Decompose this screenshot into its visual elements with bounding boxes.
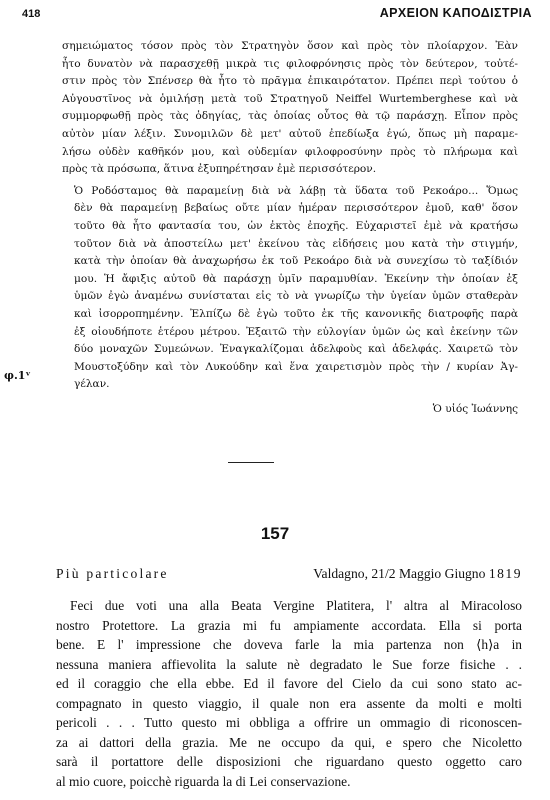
text-line: sarà il portattore delle disposizioni che riguardano questo oggetto caro	[56, 754, 522, 769]
document-number: 157	[260, 524, 290, 543]
folio-marker: φ.1ᵛ	[4, 369, 31, 382]
text-line: bene. E l' impressione che doveva farle la mia partenza non ⟨h⟩a in	[56, 637, 522, 652]
text-line: συμμορφωθῇ πρὸς τὰς ὁδηγίας, τὰς ὁποίας οὗτος θὰ τῷ παράσχῃ. Εἶπον πρὸς	[62, 110, 518, 123]
text-line: ἐξ οἱουδήποτε ἑτέρου μέτρου. Ἐξαιτῶ τὴν εὐλογίαν ὑμῶν ὡς καὶ ἐκείνην τῶν	[74, 325, 518, 338]
text-line: δύο μοναχῶν Συμεώνων. Ἐναγκαλίζομαι ἀδελφοὺς καὶ ἀδελφάς. Χαιρετῶ τὸν	[74, 343, 518, 356]
text-line: nostro Protettore. La grazia mi fu ampiamente accordata. Ella si porta	[56, 617, 522, 633]
italian-letter-body	[56, 596, 522, 791]
text-line: Feci due voti una alla Beata Vergine Platitera, l' altra al Miracoloso	[70, 598, 522, 613]
text-line: τοῦτον διὰ νὰ ἀποστείλω μετ' ἐκείνου τὰς εἰδήσεις μου κατὰ τὴν στιγμήν,	[74, 237, 518, 250]
greek-paragraph-1	[62, 38, 518, 179]
text-line: στιν πρὸς τὸν Σπένσερ θὰ ἦτο τὸ πρᾶγμα ἐπικαιρότατον. Πρέπει περὶ τούτου ὁ	[62, 75, 518, 88]
text-line: Αὐγουστῖνος νὰ ὁμιλήσῃ μετὰ τοῦ Στρατηγοῦ Neiffel Wurtemberghese καὶ νὰ	[62, 92, 518, 105]
text-line: pericoli . . . Tutto questo mi obbliga a offrire un ommagio di riconoscen-	[56, 715, 522, 730]
text-line: compagnato in questo viaggio, il quale non era assente da molti e molti	[56, 695, 522, 711]
text-line: γέλαν.	[74, 378, 110, 391]
text-line: αὐτὸν μίαν λέξιν. Συνομιλῶν δὲ μετ' αὐτοῦ ἐπεδίωξα ἐγώ, ὅπως μὴ παραμε-	[62, 127, 518, 140]
greek-text-block	[62, 38, 518, 394]
text-line: σημειώματος τόσον πρὸς τὸν Στρατηγὸν ὅσον καὶ πρὸς τὸν πλοίαρχον. Ἐὰν	[62, 40, 518, 52]
letter-date-place: Valdagno, 21/2 Maggio Giugno	[313, 566, 486, 581]
text-line: τοῦτο θὰ ἦτο φαντασία του, ὡν ἐκτὸς ἐποχῆς. Εὐχαριστεῖ ἐμὲ νὰ κρατήσω	[74, 219, 518, 232]
running-header	[22, 6, 532, 20]
text-line: μου. Ἡ ἄφιξις αὐτοῦ θὰ παράσχῃ ὑμῖν παραμυθίαν. Ἐκείνην τὴν ὁποίαν ἐξ	[74, 272, 518, 285]
text-line: ἦτο δυνατὸν νὰ παρασχεθῇ μικρὰ τις φιλοφρόνησις πρὸς τὸν δεύτερον, τοὐτέ-	[62, 57, 518, 70]
text-line: al mio cuore, poicchè riguarda la di Lei conservazione.	[56, 773, 351, 789]
letter-date-year: 1819	[488, 566, 522, 581]
text-line: nessuna maniera affievolita la salute nè degradato le Sue forze fisiche . .	[56, 656, 522, 672]
text-line: καὶ ἰσορροπημένην. Ἐλπίζω δὲ ἐγὼ τοῦτο ἐκ τῆς κανονικῆς διατροφῆς παρὰ	[74, 307, 518, 320]
page-number: 418	[22, 8, 41, 20]
running-title: ΑΡΧΕΙΟΝ ΚΑΠΟΔΙΣΤΡΙΑ	[379, 6, 532, 20]
text-line: πρὸς τὰ πρόσωπα, ἅτινα ἐξυπηρέτησαν ἐμὲ περισσότερον.	[62, 163, 377, 176]
letter-heading-left: Più particolare	[56, 566, 169, 581]
text-line: κατὰ τὴν ὁποίαν θὰ ἀναχωρήσω ἐκ τοῦ Ρεκοάρο διὰ νὰ συνεχίσω τὸ ταξίδιόν	[74, 255, 518, 268]
section-divider	[228, 462, 274, 463]
letter-date	[313, 566, 522, 582]
letter-heading	[56, 566, 522, 582]
signature: Ὁ υἱός Ἰωάννης	[432, 403, 518, 415]
text-line: ὑμῶν ἐγὼ ἀναμένω συνίσταται εἰς τὸ νὰ γνωρίζω τὴν ὑγείαν ὑμῶν σταθερὰν	[74, 290, 518, 303]
text-line: za ai dattori della grazia. Me ne occupo da qui, e spero che Nicoletto	[56, 734, 522, 750]
greek-paragraph-2	[62, 183, 518, 394]
text-line: λήσω οὐδὲν καθῆκόν μου, καὶ οὐδεμίαν φιλοφροσύνην πρὸς τὸ πλήρωμα καὶ	[62, 145, 518, 158]
text-line: δὲν θὰ παραμείνῃ βεβαίως οὔτε μίαν ἡμέραν περισσότερον ἐμοῦ, καθ' ὅσον	[74, 202, 518, 215]
text-line: Μουστοξύδην καὶ τὸν Λυκούδην καὶ ἕνα χαιρετισμὸν πρὸς τὴν / κυρίαν Ἀγ-	[74, 360, 518, 373]
text-line: Ὁ Ροδόσταμος θὰ παραμείνῃ διὰ νὰ λάβῃ τὰ ὕδατα τοῦ Ρεκοάρο... Ὅμως	[74, 184, 518, 197]
text-line: ed il coraggio che ella ebbe. Ed il favore del Cielo da cui sono stato ac-	[56, 676, 522, 691]
